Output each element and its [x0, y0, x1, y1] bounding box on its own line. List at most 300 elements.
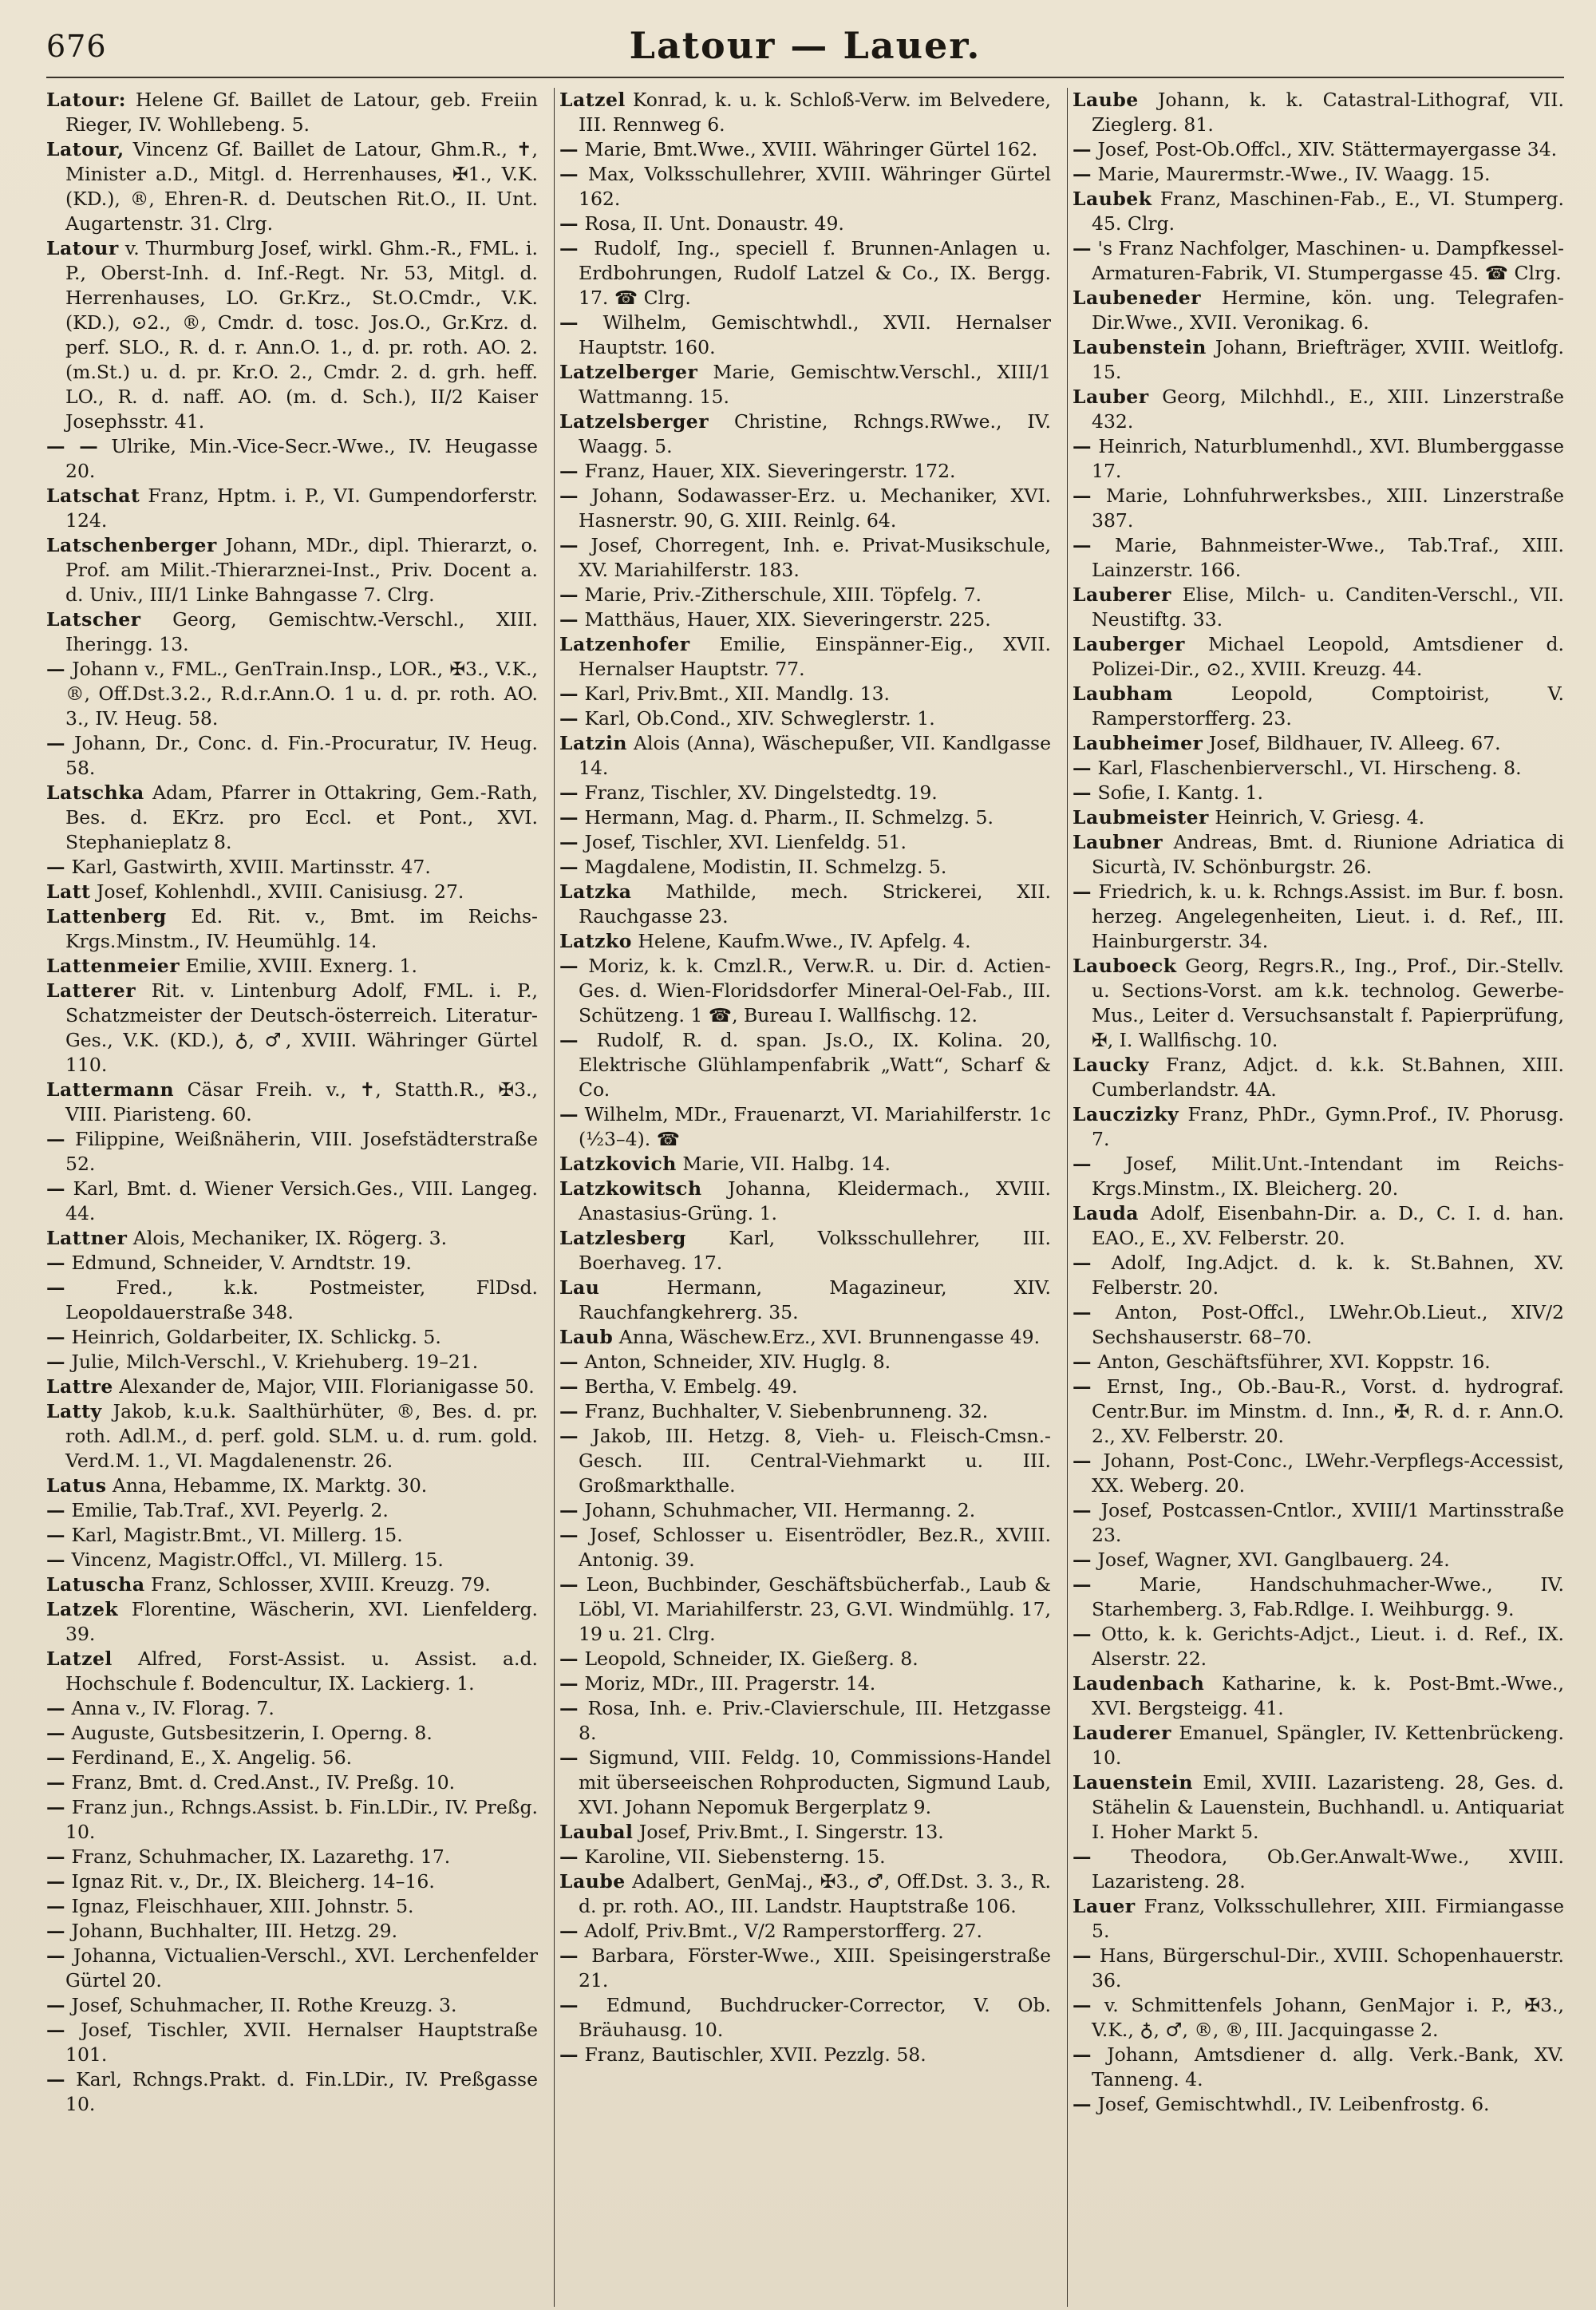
directory-entry [1073, 1251, 1564, 1300]
entry-surname: — [1073, 1845, 1092, 1868]
directory-entry [1073, 1572, 1564, 1622]
directory-entry [46, 1597, 538, 1647]
entry-details: Ed. Rit. v., Bmt. im Reichs-Krgs.Minstm., IV. Heumühlg. 14. [65, 905, 538, 952]
entry-details: Adolf, Ing.Adjct. d. k. k. St.Bahnen, XV. Felberstr. 20. [1092, 1252, 1564, 1299]
directory-entry [1073, 1993, 1564, 2043]
entry-details: Anton, Post-Offcl., LWehr.Ob.Lieut., XIV/2 Sechshauserstr. 68–70. [1092, 1301, 1564, 1348]
entry-details: Ulrike, Min.-Vice-Secr.-Wwe., IV. Heugasse 20. [65, 435, 538, 482]
entry-details: Johann, k. k. Catastral-Lithograf, VII. Zieglerg. 81. [1092, 89, 1564, 136]
entry-surname: Lauboeck [1073, 955, 1177, 977]
entry-surname: — [46, 1870, 65, 1893]
entry-details: Ferdinand, E., X. Angelig. 56. [65, 1746, 353, 1769]
entry-surname: Lauda [1073, 1202, 1139, 1224]
entry-details: Marie, Maurermstr.-Wwe., IV. Waagg. 15. [1092, 163, 1491, 185]
entry-details: Johann, Sodawasser-Erz. u. Mechaniker, XVI. Hasnerstr. 90, G. XIII. Reinlg. 64. [579, 485, 1051, 532]
directory-entry [46, 1572, 538, 1597]
entry-surname: Lauberer [1073, 583, 1171, 606]
directory-entry [559, 706, 1051, 731]
directory-entry [1073, 1449, 1564, 1498]
entry-surname: — [46, 732, 65, 754]
directory-entry [1073, 1622, 1564, 1671]
entry-details: Adalbert, GenMaj., ✠3., ♂, Off.Dst. 3. 3., R. d. pr. roth. AO., III. Landstr. Hauptstraße 106. [579, 1870, 1051, 1917]
entry-surname: — [559, 1672, 579, 1695]
directory-entry [1073, 731, 1564, 756]
directory-entry [46, 979, 538, 1078]
column-1 [46, 88, 538, 2307]
entry-details: Karoline, VII. Siebensterng. 15. [579, 1845, 886, 1868]
directory-entry [1073, 286, 1564, 335]
entry-details: Karl, Priv.Bmt., XII. Mandlg. 13. [579, 682, 891, 705]
directory-entry [1073, 756, 1564, 781]
entry-details: Franz, Adjct. d. k.k. St.Bahnen, XIII. Cumberlandstr. 4A. [1092, 1054, 1564, 1101]
entry-details: Emilie, Einspänner-Eig., XVII. Hernalser Hauptstr. 77. [579, 633, 1051, 680]
entry-surname: Latzelberger [559, 361, 698, 383]
entry-surname: Lattre [46, 1375, 113, 1398]
entry-surname: — — [46, 435, 99, 457]
directory-entry [559, 1350, 1051, 1375]
entry-details: Elise, Milch- u. Canditen-Verschl., VII. Neustiftg. 33. [1092, 583, 1564, 631]
entry-details: Edmund, Buchdrucker-Corrector, V. Ob. Bräuhausg. 10. [579, 1994, 1051, 2041]
directory-entry [46, 1127, 538, 1177]
entry-surname: Latzel [46, 1647, 113, 1670]
directory-entry [559, 1869, 1051, 1919]
entry-details: Friedrich, k. u. k. Rchngs.Assist. im Bur. f. bosn. herzeg. Angelegenheiten, Lieut. i. d. Ref., III. Hainburgerstr. 34. [1092, 880, 1564, 952]
entry-surname: — [559, 212, 579, 235]
entry-surname: Latzko [559, 930, 632, 952]
directory-entry [46, 1795, 538, 1845]
entry-surname: — [559, 1994, 579, 2016]
directory-entry [559, 781, 1051, 805]
entry-surname: — [46, 2019, 65, 2041]
entry-details: Josef, Post-Ob.Offcl., XIV. Stättermayergasse 34. [1092, 138, 1558, 160]
directory-entry [1073, 632, 1564, 682]
directory-entry [1073, 1770, 1564, 1845]
entry-details: Helene Gf. Baillet de Latour, geb. Freiin Rieger, IV. Wohllebeng. 5. [65, 89, 538, 136]
entry-details: Anna v., IV. Florag. 7. [65, 1697, 275, 1719]
directory-entry [46, 1251, 538, 1276]
entry-surname: Laubek [1073, 188, 1152, 210]
directory-entry [559, 1375, 1051, 1399]
directory-entry [559, 236, 1051, 311]
entry-surname: — [1073, 880, 1092, 903]
entry-surname: Lauberger [1073, 633, 1185, 655]
entry-details: Josef, Bildhauer, IV. Alleeg. 67. [1203, 732, 1501, 754]
entry-surname: — [559, 682, 579, 705]
entry-details: Josef, Priv.Bmt., I. Singerstr. 13. [633, 1821, 944, 1843]
entry-details: Franz, Schlosser, XVIII. Kreuzg. 79. [144, 1573, 491, 1596]
column-3 [1067, 88, 1564, 2307]
entry-surname: — [46, 1276, 65, 1299]
entry-details: Karl, Magistr.Bmt., VI. Millerg. 15. [65, 1524, 403, 1546]
entry-details: Johann v., FML., GenTrain.Insp., LOR., ✠3., V.K., ®, Off.Dst.3.2., R.d.r.Ann.O. 1 u. d. pr. roth. AO. 3., IV. Heug. 58. [65, 658, 538, 730]
entry-surname: Laubmeister [1073, 806, 1209, 829]
entry-surname: — [559, 1375, 579, 1398]
entry-surname: — [46, 1771, 65, 1794]
entry-surname: — [1073, 2093, 1092, 2115]
entry-surname: — [559, 1746, 579, 1769]
directory-entry [46, 1746, 538, 1770]
entry-surname: — [46, 1994, 65, 2016]
entry-surname: Latzin [559, 732, 627, 754]
entry-surname: — [559, 806, 579, 829]
entry-details: Hermine, kön. ung. Telegrafen-Dir.Wwe., XVII. Veronikag. 6. [1092, 287, 1564, 334]
entry-surname: — [559, 831, 579, 853]
entry-details: Marie, VII. Halbg. 14. [676, 1153, 891, 1175]
entry-surname: — [559, 138, 579, 160]
directory-entry [559, 1647, 1051, 1671]
entry-surname: — [1073, 1573, 1092, 1596]
entry-surname: — [46, 1796, 65, 1818]
entry-surname: Lau [559, 1276, 600, 1299]
entry-surname: — [559, 534, 579, 556]
directory-entry [559, 1226, 1051, 1276]
entry-surname: — [559, 485, 579, 507]
directory-entry [1073, 1845, 1564, 1894]
directory-entry [559, 805, 1051, 830]
entry-surname: Latuscha [46, 1573, 145, 1596]
directory-entry [1073, 484, 1564, 533]
entry-details: Rosa, II. Unt. Donaustr. 49. [579, 212, 844, 235]
entry-surname: — [46, 856, 65, 878]
directory-entry [1073, 1671, 1564, 1721]
entry-details: Fred., k.k. Postmeister, FlDsd. Leopoldauerstraße 348. [65, 1276, 538, 1323]
entry-details: Alois, Mechaniker, IX. Rögerg. 3. [127, 1227, 448, 1249]
entry-surname: — [1073, 781, 1092, 804]
directory-entry [46, 1993, 538, 2018]
directory-entry [1073, 954, 1564, 1053]
directory-entry [559, 1498, 1051, 1523]
directory-entry [559, 731, 1051, 781]
entry-surname: — [559, 1944, 579, 1967]
entry-details: Karl, Ob.Cond., XIV. Schweglerstr. 1. [579, 707, 935, 730]
entry-surname: Lauber [1073, 386, 1149, 408]
entry-details: Johann, Briefträger, XVIII. Weitlofg. 15. [1092, 336, 1564, 383]
entry-surname: Latzel [559, 89, 626, 111]
directory-entry [1073, 583, 1564, 632]
entry-details: Johanna, Victualien-Verschl., XVI. Lerchenfelder Gürtel 20. [65, 1944, 538, 1992]
entry-surname: Lauderer [1073, 1722, 1171, 1744]
directory-entry [46, 1770, 538, 1795]
directory-entry [1073, 187, 1564, 236]
entry-surname: — [46, 1326, 65, 1348]
directory-entry [559, 1177, 1051, 1226]
entry-surname: — [559, 163, 579, 185]
directory-entry [46, 1350, 538, 1375]
entry-surname: Lauczizky [1073, 1103, 1179, 1125]
entry-surname: Laube [1073, 89, 1139, 111]
directory-entry [1073, 1201, 1564, 1251]
entry-details: Georg, Regrs.R., Ing., Prof., Dir.-Stellv. u. Sections-Vorst. am k.k. technolog. Gewerbe-Mus., Leiter d. Versuchsanstalt f. Papierprüfung, ✠, I. Wallfischg. 10. [1092, 955, 1564, 1051]
entry-details: Jakob, k.u.k. Saalthürhüter, ®, Bes. d. pr. roth. Adl.M., d. perf. gold. SLM. u. d. rum. gold. Verd.M. 1., VI. Magdalenenstr. 26. [65, 1400, 538, 1472]
entry-details: Rudolf, R. d. span. Js.O., IX. Kolina. 20, Elektrische Glühlampenfabrik „Watt“, Scharf & Co. [579, 1029, 1051, 1101]
entry-details: Josef, Tischler, XVII. Hernalser Hauptstraße 101. [65, 2019, 538, 2066]
directory-entry [46, 731, 538, 781]
entry-details: Vincenz Gf. Baillet de Latour, Ghm.R., ✝, Minister a.D., Mitgl. d. Herrenhauses, ✠1., V.K. (KD.), ®, Ehren-R. d. Deutschen Rit.O., II. Unt. Augartenstr. 31. Clrg. [65, 138, 538, 235]
entry-details: 's Franz Nachfolger, Maschinen- u. Dampfkessel-Armaturen-Fabrik, VI. Stumpergasse 45. ☎ Clrg. [1092, 237, 1564, 284]
directory-entry [1073, 682, 1564, 731]
directory-entry [46, 1078, 538, 1127]
directory-entry [559, 1325, 1051, 1350]
entry-details: Filippine, Weißnäherin, VIII. Josefstädterstraße 52. [65, 1128, 538, 1175]
directory-entry [46, 1548, 538, 1572]
entry-details: Hermann, Mag. d. Pharm., II. Schmelzg. 5. [579, 806, 994, 829]
entry-details: Heinrich, V. Griesg. 4. [1208, 806, 1425, 829]
column-2 [554, 88, 1051, 2307]
entry-surname: Latterer [46, 979, 136, 1002]
directory-entry [559, 929, 1051, 954]
entry-surname: — [1073, 1252, 1092, 1274]
entry-surname: — [1073, 1994, 1092, 2016]
directory-entry [1073, 137, 1564, 162]
entry-details: Franz, Schuhmacher, IX. Lazarethg. 17. [65, 1845, 451, 1868]
entry-surname: Lattenmeier [46, 955, 180, 977]
directory-entry [559, 162, 1051, 212]
entry-surname: — [559, 583, 579, 606]
entry-surname: — [1073, 2043, 1092, 2066]
entry-details: Anton, Geschäftsführer, XVI. Koppstr. 16. [1092, 1351, 1491, 1373]
entry-details: Auguste, Gutsbesitzerin, I. Operng. 8. [65, 1722, 433, 1744]
entry-details: Johann, Schuhmacher, VII. Hermanng. 2. [579, 1499, 976, 1521]
entry-details: Karl, Gastwirth, XVIII. Martinsstr. 47. [65, 856, 431, 878]
directory-entry [1073, 1300, 1564, 1350]
entry-surname: Laubal [559, 1821, 634, 1843]
directory-entry [559, 1696, 1051, 1746]
entry-details: Marie, Gemischtw.Verschl., XIII/1 Wattmanng. 15. [579, 361, 1051, 408]
directory-entry [559, 137, 1051, 162]
directory-entry [1073, 1894, 1564, 1944]
entry-details: Johann, MDr., dipl. Thierarzt, o. Prof. am Milit.-Thierarznei-Inst., Priv. Docent a. d. Univ., III/1 Linke Bahngasse 7. Clrg. [65, 534, 538, 606]
entry-surname: — [46, 1524, 65, 1546]
directory-entry [1073, 1944, 1564, 1993]
page-header [46, 21, 1564, 78]
entry-surname: Latour: [46, 89, 126, 111]
entry-surname: — [559, 856, 579, 878]
page-number: 676 [46, 29, 107, 64]
entry-details: Adolf, Priv.Bmt., V/2 Ramperstorfferg. 27. [579, 1920, 982, 1942]
entry-surname: Lattenberg [46, 905, 167, 928]
entry-surname: — [1073, 1351, 1092, 1373]
directory-entry [46, 1399, 538, 1473]
entry-details: Emil, XVIII. Lazaristeng. 28, Ges. d. Stähelin & Lauenstein, Buchhandl. u. Antiquariat I. Hoher Markt 5. [1092, 1771, 1564, 1843]
entry-surname: — [46, 1128, 65, 1150]
directory-entry [559, 830, 1051, 855]
entry-surname: — [46, 1895, 65, 1917]
entry-surname: — [559, 1524, 579, 1546]
directory-entry [46, 1869, 538, 1894]
directory-entry [1073, 335, 1564, 385]
entry-surname: Lauenstein [1073, 1771, 1193, 1794]
entry-details: Franz jun., Rchngs.Assist. b. Fin.LDir., IV. Preßg. 10. [65, 1796, 538, 1843]
entry-surname: — [1073, 757, 1092, 779]
entry-details: Ignaz Rit. v., Dr., IX. Bleicherg. 14–16. [65, 1870, 435, 1893]
entry-details: Marie, Bahnmeister-Wwe., Tab.Traf., XIII. Lainzerstr. 166. [1092, 534, 1564, 581]
directory-entry [46, 484, 538, 533]
directory-entry [46, 88, 538, 137]
directory-entry [1073, 1721, 1564, 1770]
entry-details: Ignaz, Fleischhauer, XIII. Johnstr. 5. [65, 1895, 414, 1917]
entry-details: Georg, Gemischtw.-Verschl., XIII. Iheringg. 13. [65, 608, 538, 655]
entry-details: Josef, Tischler, XVI. Lienfeldg. 51. [579, 831, 907, 853]
entry-details: Franz, Buchhalter, V. Siebenbrunneng. 32. [579, 1400, 989, 1422]
directory-entry [1073, 1152, 1564, 1201]
entry-surname: Laubheimer [1073, 732, 1203, 754]
entry-details: Theodora, Ob.Ger.Anwalt-Wwe., XVIII. Lazaristeng. 28. [1092, 1845, 1564, 1893]
entry-surname: Laubner [1073, 831, 1163, 853]
directory-entry [46, 1498, 538, 1523]
directory-entry [1073, 88, 1564, 137]
entry-surname: — [1073, 1623, 1092, 1645]
directory-entry [559, 1993, 1051, 2043]
entry-details: Josef, Chorregent, Inh. e. Privat-Musikschule, XV. Mariahilferstr. 183. [579, 534, 1051, 581]
entry-surname: — [559, 460, 579, 482]
entry-details: Karl, Rchngs.Prakt. d. Fin.LDir., IV. Preßgasse 10. [65, 2068, 538, 2115]
directory-entry [559, 954, 1051, 1028]
entry-surname: Laudenbach [1073, 1672, 1205, 1695]
entry-details: Mathilde, mech. Strickerei, XII. Rauchgasse 23. [579, 880, 1051, 928]
entry-surname: Laubenstein [1073, 336, 1207, 358]
entry-details: Franz, Maschinen-Fab., E., VI. Stumperg. 45. Clrg. [1092, 188, 1564, 235]
entry-details: Josef, Postcassen-Cntlor., XVIII/1 Martinsstraße 23. [1092, 1499, 1564, 1546]
entry-details: Alexander de, Major, VIII. Florianigasse 50. [113, 1375, 535, 1398]
directory-entry [46, 880, 538, 904]
entry-details: Anton, Schneider, XIV. Huglg. 8. [579, 1351, 891, 1373]
entry-surname: — [46, 1845, 65, 1868]
entry-surname: — [46, 1722, 65, 1744]
directory-entry [559, 1845, 1051, 1869]
directory-entry [559, 1919, 1051, 1944]
entry-details: Bertha, V. Embelg. 49. [579, 1375, 798, 1398]
entry-details: Franz, Tischler, XV. Dingelstedtg. 19. [579, 781, 938, 804]
directory-entry [559, 1028, 1051, 1102]
entry-details: Emilie, Tab.Traf., XVI. Peyerlg. 2. [65, 1499, 389, 1521]
directory-entry [1073, 1053, 1564, 1102]
entry-details: Georg, Milchhdl., E., XIII. Linzerstraße 432. [1092, 386, 1564, 433]
entry-surname: Latzenhofer [559, 633, 690, 655]
entry-details: Adolf, Eisenbahn-Dir. a. D., C. I. d. han. EAO., E., XV. Felberstr. 20. [1092, 1202, 1564, 1249]
directory-entry [559, 682, 1051, 706]
entry-surname: — [559, 781, 579, 804]
directory-entry [46, 607, 538, 657]
directory-entry [559, 459, 1051, 484]
entry-details: Josef, Gemischtwhdl., IV. Leibenfrostg. 6. [1092, 2093, 1490, 2115]
directory-entry [559, 1399, 1051, 1424]
entry-details: Moriz, MDr., III. Pragerstr. 14. [579, 1672, 876, 1695]
entry-details: Franz, Bmt. d. Cred.Anst., IV. Preßg. 10. [65, 1771, 456, 1794]
entry-details: Ernst, Ing., Ob.-Bau-R., Vorst. d. hydrograf. Centr.Bur. im Minstm. d. Inn., ✠, R. d. r. Ann.O. 2., XV. Felberstr. 20. [1092, 1375, 1564, 1447]
entry-surname: — [559, 1029, 579, 1051]
entry-surname: Latt [46, 880, 91, 903]
entry-details: Wilhelm, Gemischtwhdl., XVII. Hernalser Hauptstr. 160. [579, 311, 1051, 358]
entry-details: Franz, Hptm. i. P., VI. Gumpendorferstr. 124. [65, 485, 538, 532]
directory-entry [559, 2043, 1051, 2067]
entry-surname: — [559, 955, 579, 977]
entry-details: Leopold, Comptoirist, V. Ramperstorfferg. 23. [1092, 682, 1564, 730]
entry-surname: — [1073, 1450, 1092, 1472]
entry-surname: — [1073, 1301, 1092, 1323]
entry-surname: Laucky [1073, 1054, 1150, 1076]
entry-details: Barbara, Förster-Wwe., XIII. Speisingerstraße 21. [579, 1944, 1051, 1992]
directory-entry [1073, 236, 1564, 286]
directory-entry [46, 1177, 538, 1226]
directory-entry [559, 855, 1051, 880]
entry-surname: — [1073, 485, 1092, 507]
directory-entry [559, 1523, 1051, 1572]
directory-entry [559, 1746, 1051, 1820]
entry-details: Leon, Buchbinder, Geschäftsbücherfab., Laub & Löbl, VI. Mariahilferstr. 23, G.VI. Windmühlg. 17, 19 u. 21. Clrg. [579, 1573, 1051, 1645]
entry-surname: — [559, 707, 579, 730]
entry-details: Andreas, Bmt. d. Riunione Adriatica di Sicurtà, IV. Schönburgstr. 26. [1092, 831, 1564, 878]
directory-entry [46, 1325, 538, 1350]
directory-entry [559, 88, 1051, 137]
directory-entry [46, 434, 538, 484]
directory-entry [559, 880, 1051, 929]
entry-details: Franz, Hauer, XIX. Sieveringerstr. 172. [579, 460, 956, 482]
entry-details: Edmund, Schneider, V. Arndtstr. 19. [65, 1252, 412, 1274]
directory-entry [559, 1102, 1051, 1152]
entry-surname: — [1073, 1153, 1092, 1175]
directory-entry [559, 632, 1051, 682]
entry-surname: — [46, 2068, 65, 2090]
entry-details: Emilie, XVIII. Exnerg. 1. [180, 955, 417, 977]
directory-entry [46, 137, 538, 236]
directory-entry [46, 1944, 538, 1993]
directory-entry [559, 484, 1051, 533]
entry-surname: — [1073, 1375, 1092, 1398]
entry-surname: — [46, 1549, 65, 1571]
directory-entry [46, 657, 538, 731]
entry-surname: — [559, 1920, 579, 1942]
entry-details: Otto, k. k. Gerichts-Adjct., Lieut. i. d. Ref., IX. Alserstr. 22. [1092, 1623, 1564, 1670]
entry-surname: — [559, 1103, 579, 1125]
entry-surname: — [46, 1697, 65, 1719]
entry-details: Sigmund, VIII. Feldg. 10, Commissions-Handel mit überseeischen Rohproducten, Sigmund Laub, XVI. Johann Nepomuk Bergerplatz 9. [579, 1746, 1051, 1818]
entry-details: Wilhelm, MDr., Frauenarzt, VI. Mariahilferstr. 1c (½3–4). ☎ [579, 1103, 1051, 1150]
entry-details: Alfred, Forst-Assist. u. Assist. a.d. Hochschule f. Bodencultur, IX. Lackierg. 1. [65, 1647, 538, 1695]
entry-details: Florentine, Wäscherin, XVI. Lienfelderg. 39. [65, 1598, 538, 1645]
directory-entry [1073, 385, 1564, 434]
entry-surname: Latzek [46, 1598, 119, 1620]
entry-details: Leopold, Schneider, IX. Gießerg. 8. [579, 1647, 918, 1670]
entry-surname: — [1073, 534, 1092, 556]
directory-entry [46, 855, 538, 880]
entry-surname: — [559, 1573, 579, 1596]
directory-entry [46, 781, 538, 855]
entry-surname: — [559, 1697, 579, 1719]
directory-entry [1073, 805, 1564, 830]
entry-surname: — [1073, 435, 1092, 457]
entry-details: Jakob, III. Hetzg. 8, Vieh- u. Fleisch-Cmsn.-Gesch. III. Central-Viehmarkt u. III. Großmarkthalle. [579, 1425, 1051, 1497]
entry-surname: — [559, 2043, 579, 2066]
entry-surname: Latus [46, 1474, 107, 1497]
entry-surname: — [559, 311, 579, 334]
directory-entry [559, 1671, 1051, 1696]
directory-entry [1073, 880, 1564, 954]
entry-surname: — [46, 1499, 65, 1521]
entry-details: v. Thurmburg Josef, wirkl. Ghm.-R., FML. i. P., Oberst-Inh. d. Inf.-Regt. Nr. 53, Mitgl. d. Herrenhauses, LO. Gr.Krz., St.O.Cmdr., V.K. (KD.), ⊙2., ®, Cmdr. d. tosc. Jos.O., Gr.Krz. d. perf. SLO., R. d. r. Ann.O. 1., d. pr. roth. AO. 2. (m.St.) u. d. pr. Kr.O. 2., Cmdr. 2. d. grh. heff. LO., R. d. naff. AO. (m. d. Sch.), II/2 Kaiser Josephsstr. 41. [65, 237, 538, 433]
entry-details: Vincenz, Magistr.Offcl., VI. Millerg. 15. [65, 1549, 444, 1571]
entry-surname: — [559, 1499, 579, 1521]
entry-surname: — [559, 1425, 579, 1447]
entry-details: Franz, Volksschullehrer, XIII. Firmiangasse 5. [1092, 1895, 1564, 1942]
entry-details: Emanuel, Spängler, IV. Kettenbrückeng. 10. [1092, 1722, 1564, 1769]
entry-details: Michael Leopold, Amtsdiener d. Polizei-Dir., ⊙2., XVIII. Kreuzg. 44. [1092, 633, 1564, 680]
entry-surname: Latour [46, 237, 119, 259]
entry-details: Josef, Schuhmacher, II. Rothe Kreuzg. 3. [65, 1994, 457, 2016]
entry-details: Josef, Wagner, XVI. Ganglbauerg. 24. [1092, 1549, 1450, 1571]
directory-entry [559, 1572, 1051, 1647]
entry-details: Johann, Amtsdiener d. allg. Verk.-Bank, XV. Tanneng. 4. [1092, 2043, 1564, 2090]
entry-details: Moriz, k. k. Cmzl.R., Verw.R. u. Dir. d. Actien-Ges. d. Wien-Floridsdorfer Mineral-Oel-Fab., III. Schützeng. 1 ☎, Bureau I. Wallfischg. 12. [579, 955, 1051, 1026]
